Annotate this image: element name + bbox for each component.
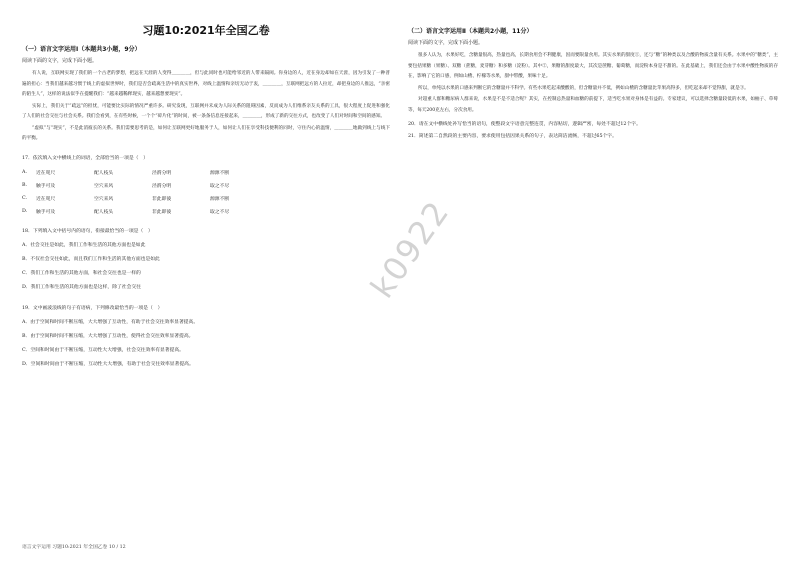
option-term: 配人枝头 — [94, 209, 114, 215]
option-term: 配人枝头 — [94, 170, 114, 176]
option-letter: C. — [22, 195, 28, 201]
option-row — [22, 166, 390, 179]
option-line: D．我们工作和生活的其他方面也是这样，除了社会交往 — [22, 284, 141, 290]
option-term: 近在咫尺 — [36, 196, 56, 202]
option-term: 非此即彼 — [152, 196, 172, 202]
passage-paragraph: 对超重人群和糖尿病人群来说，水果是不是不适合呢？其实，在控制总热量和血糖的前提下，适当吃水果对身体是有益的。专家建议，可以选择含糖量较低的水果，如柚子、草莓等，每天200克左右，分次食用。 — [408, 97, 778, 113]
option-line: B．由于空间和时间不断压缩，大大增强了互动性，使得社会交往效率显著提高。 — [22, 333, 194, 339]
option-term: 泾渭分明 — [152, 183, 172, 189]
option-term: 取之不尽 — [210, 183, 230, 189]
watermark-text: k0922 — [362, 193, 458, 305]
reading-instruction: 阅读下面的文字，完成下面小题。 — [408, 40, 484, 46]
option-term: 空穴来风 — [94, 183, 114, 189]
option-letter: B. — [22, 182, 28, 188]
option-line: C．空间和时间由于不断压缩，互动性大大增强，社会交往效率有显著提高。 — [22, 347, 184, 353]
option-row — [22, 205, 390, 218]
option-term: 源源不断 — [210, 196, 230, 202]
question-17-options — [22, 166, 390, 218]
question-20: 20．请在文中横线处补写恰当的语句，使整段文字语意完整连贯，内容贴切，逻辑严密，每处不超过12个字。 — [408, 122, 641, 127]
page-footer: 语言文字运用 习题10:2021 年全国乙卷 10 / 12 — [22, 545, 126, 550]
option-row — [22, 179, 390, 192]
option-letter: A. — [22, 169, 27, 175]
passage-paragraph: 所以，单纯以水果的口感来判断它的含糖量并不科学。有些水果吃起来酸酸的，但含糖量并不低，例如山楂的含糖量比苹果高得多，但吃起来却不觉得甜，就是③。 — [418, 85, 749, 91]
question-17: 17．依次填入文中横线上的词语，全部恰当的一项是（ ） — [22, 155, 149, 161]
passage-paragraph: 很多人认为，水果好吃，含糖量很高，热量也高，长期食用会不利健康，因而要限量食用。其实水果的甜度①，还与“糖”的种类以及合酸的物质含量有关系。水果中的“糖类”，主要包括果糖（果糖）、双糖（蔗糖，麦芽糖）和多糖（淀粉）。其中②，果糖的甜度最大，其次是蔗糖、葡萄糖，而淀粉本身是不甜的。在此基础上，我们还会由于水果中酸性物质的存在，影响了它的口感，例如山楂、柠檬等水果，甜中带酸，果味十足。 — [408, 53, 778, 79]
question-19: 19．文中画波浪线的句子有语病，下列修改最恰当的一项是（ ） — [22, 305, 163, 311]
option-term: 取之不尽 — [210, 209, 230, 215]
question-18: 18．下列填入文中括号内的语句，衔接最恰当的一项是（ ） — [22, 228, 153, 234]
option-line: D．空间和时间由于不断压缩，互动性大大增强，有助于社会交往效率显著提高。 — [22, 361, 194, 367]
right-column — [408, 14, 778, 144]
option-line: B．不仅社会交往如此，而且我们工作和生活的其他方面也是如此 — [22, 256, 160, 262]
section-heading-1: （一）语言文字运用Ⅰ（本题共3小题，9分） — [22, 46, 141, 53]
question-21: 21．简述第二自然段的主要内容，要求使用包括因果关系的句子，表达简洁流畅，不超过65个字。 — [408, 134, 617, 139]
passage-paragraph: 实际上，我们关于“疏远”的担忧，可能要比实际的情况严重许多。研究发现，互联网并未成为人际关系的阻碍因素，反而成为人们维系亲友关系的工具，很大程度上促进和强化了人们的社会交往与社会关系。我们会看到，在有些时候，一个个“碎片化”的时间，被一条条信息连接起来，＿＿＿＿，形成了新的交往方式，也改变了人们对时间和空间的感知。 — [22, 103, 390, 119]
option-term: 非此即彼 — [152, 209, 172, 215]
option-line: C．我们工作和生活的其他方面，和社会交往也是一样的 — [22, 270, 141, 276]
left-column — [22, 14, 390, 372]
passage-paragraph: “虚拟”与“现实”，不是此消彼长的关系。我们需要思考的是，如何让互联网更好地服务于人，如何让人们在享受科技便利的同时，守住内心的温情，＿＿＿＿地做到线上与线下的平衡。 — [22, 125, 390, 141]
passage-paragraph: 有人说，互联网实现了我们的一个古老的梦想，把远在天涯的人变得＿＿＿＿，但与此同时也可能给邻近的人带来隔阂。你身边的人，近在身边却如在天涯，因为引发了一种普遍的担心：当我们越来越习惯于线上的虚拟世界时，我们是否会疏离生活中的真实世界，对线上温情和亲切无动于衷，＿＿＿＿，互联网把远方的人拉近，却把身边的人推远，“亲密的陌生人”，这样的说法似乎在提醒我们：“越来越稀释现实，越来越想要现实”。 — [22, 71, 390, 97]
option-letter: D. — [22, 208, 28, 214]
option-term: 触手可及 — [36, 209, 56, 215]
option-term: 近在咫尺 — [36, 170, 56, 176]
option-row — [22, 192, 390, 205]
option-term: 泾渭分明 — [152, 170, 172, 176]
reading-instruction: 阅读下面的文字，完成下面小题。 — [22, 58, 98, 64]
section-heading-2: （二）语言文字运用Ⅱ（本题共2小题，11分） — [408, 28, 533, 35]
option-line: A．由于空间和时间不断压缩，大大增强了互动性，有助于社会交往效率显著提高。 — [22, 319, 199, 325]
page-title: 习题10:2021年全国乙卷 — [142, 24, 270, 37]
option-term: 空穴来风 — [94, 196, 114, 202]
option-term: 源源不断 — [210, 170, 230, 176]
option-line: A．社会交往是如此，我们工作和生活的其他方面也是如此 — [22, 242, 146, 248]
option-term: 触手可及 — [36, 183, 56, 189]
